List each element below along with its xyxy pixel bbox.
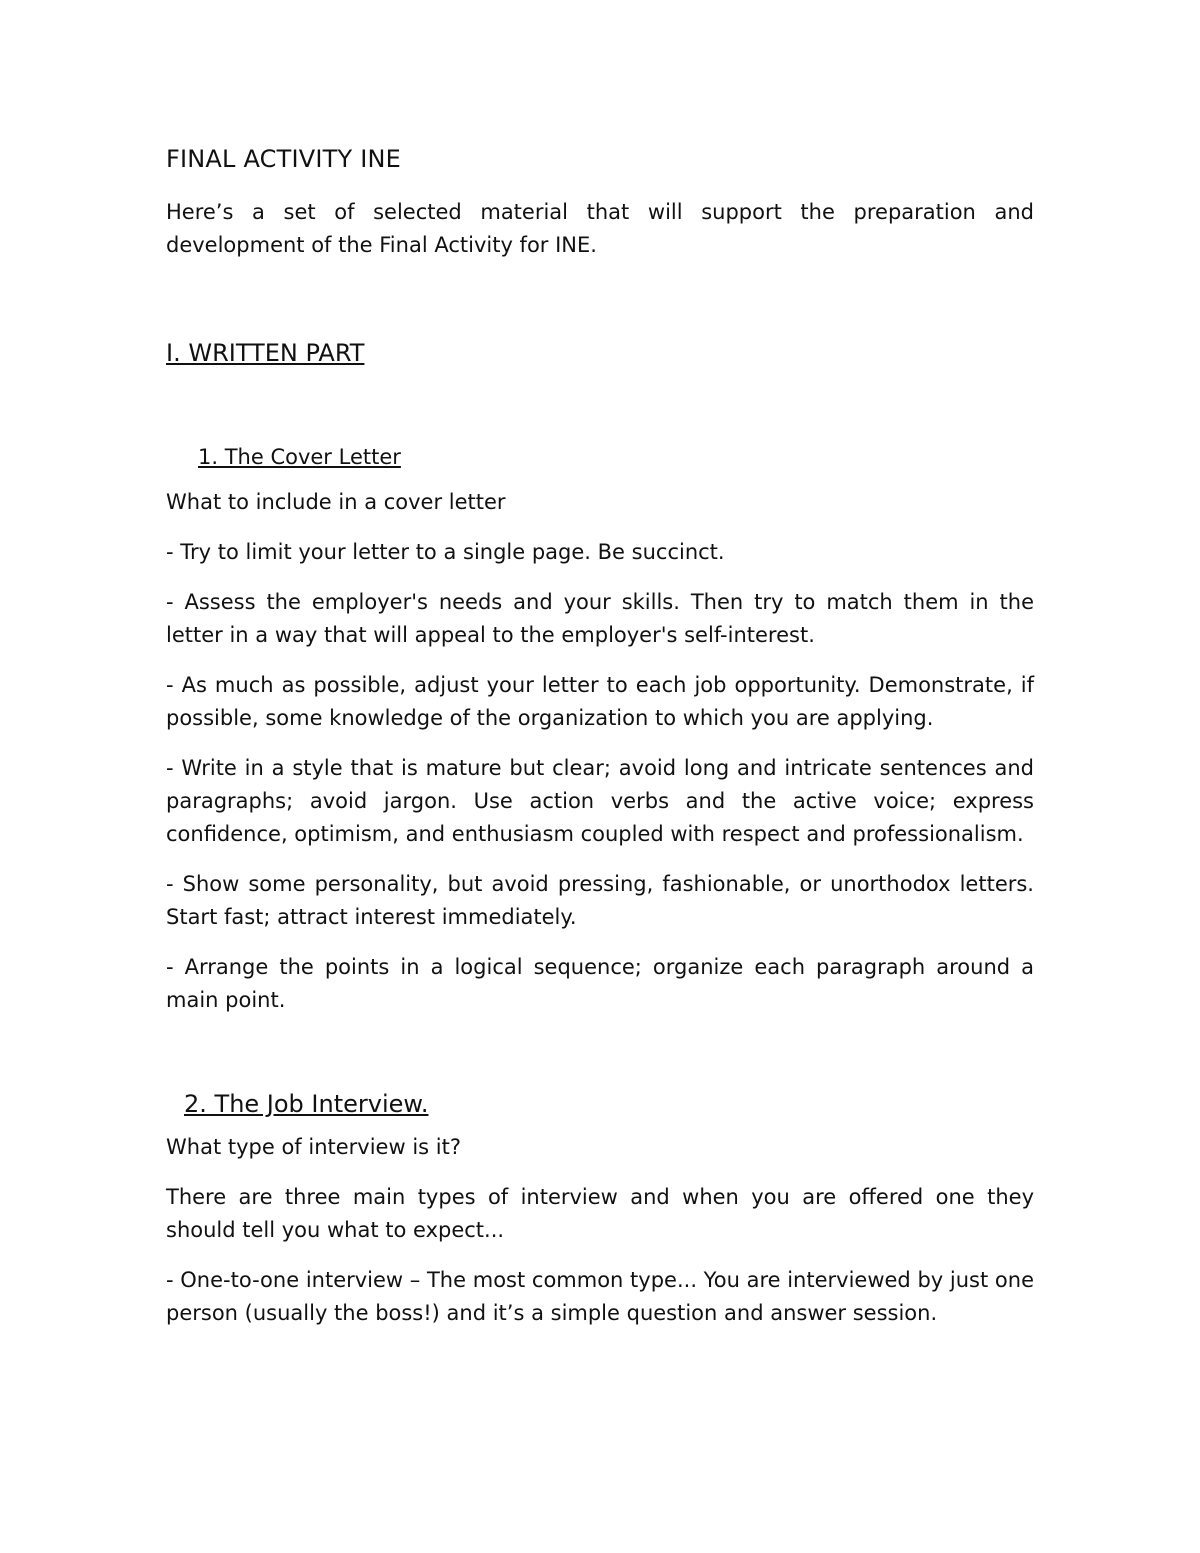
job-interview-point: - One-to-one interview – The most common type... You are interviewed by just one person (usually the boss!) and it’s a simple question and answer session. <box>166 1268 1034 1325</box>
document-title: FINAL ACTIVITY INE <box>166 145 401 173</box>
subsection-heading-cover-letter: 1. The Cover Letter <box>198 445 401 469</box>
cover-letter-point: - As much as possible, adjust your letter to each job opportunity. Demonstrate, if possible, some knowledge of the organization to which you are applying. <box>166 673 1034 730</box>
cover-letter-point: - Assess the employer's needs and your skills. Then try to match them in the letter in a way that will appeal to the employer's self-interest. <box>166 590 1034 647</box>
cover-letter-point: - Arrange the points in a logical sequence; organize each paragraph around a main point. <box>166 955 1034 1012</box>
document-content <box>166 142 1034 1347</box>
subsection-heading-job-interview: 2. The Job Interview. <box>184 1090 429 1118</box>
cover-letter-point: - Show some personality, but avoid pressing, fashionable, or unorthodox letters. Start fast; attract interest immediately. <box>166 872 1034 929</box>
job-interview-intro: There are three main types of interview and when you are offered one they should tell you what to expect... <box>166 1185 1034 1242</box>
intro-paragraph: Here’s a set of selected material that will support the preparation and development of the Final Activity for INE. <box>166 200 1034 257</box>
job-interview-lead: What type of interview is it? <box>166 1135 461 1159</box>
cover-letter-point: - Try to limit your letter to a single page. Be succinct. <box>166 540 725 564</box>
section-heading-written-part: I. WRITTEN PART <box>166 339 365 367</box>
cover-letter-lead: What to include in a cover letter <box>166 490 506 514</box>
cover-letter-point: - Write in a style that is mature but clear; avoid long and intricate sentences and paragraphs; avoid jargon. Use action verbs and the active voice; express confidence, optimism, and enthusiasm coupled with respect and professionalism. <box>166 756 1034 846</box>
